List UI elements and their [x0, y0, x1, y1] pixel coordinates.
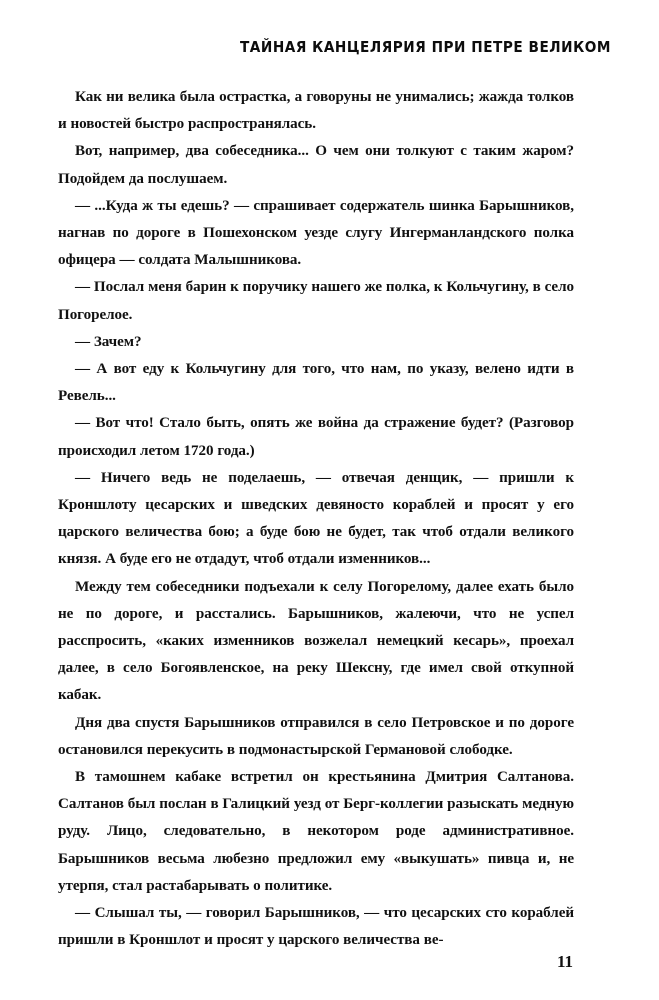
paragraph: Как ни велика была острастка, а говоруны не унимались; жажда толков и новостей быстро распространялась.: [58, 89, 574, 133]
paragraph: Дня два спустя Барышников отправился в село Петровское и по дороге остановился перекусить в подмонастырской Германовой слободке.: [58, 714, 574, 758]
paragraph: Между тем собеседники подъехали к селу Погорелому, далее ехать было не по дороге, и расстались. Барышников, жалеючи, что не успел расспросить, «каких изменников возжелал немецкий кесарь», проехал далее, в село Богоявленское, на реку Шексну, где имел свой откупной кабак.: [58, 578, 574, 704]
paragraph: — ...Куда ж ты едешь? — спрашивает содержатель шинка Барышников, нагнав по дороге в Пошехонском уезде слугу Ингерманландского полка офицера — солдата Малышникова.: [58, 197, 574, 269]
page-number: 11: [556, 952, 573, 971]
paragraph: — Послал меня барин к поручику нашего же полка, к Кольчугину, в село Погорелое.: [58, 279, 574, 323]
paragraph: — Ничего ведь не поделаешь, — отвечая денщик, — пришли к Кроншлоту цесарских и шведских девяносто кораблей и просят у его царского величества бою; а буде бою не будет, так чтоб отдали великого князя. А буде его не отдадут, чтоб отдали изменников...: [58, 469, 574, 568]
paragraph: — Слышал ты, — говорил Барышников, — что цесарских сто кораблей пришли в Кроншлот и просят у царского величества ве-: [58, 905, 574, 949]
paragraph: — А вот еду к Кольчугину для того, что нам, по указу, велено идти в Ревель...: [58, 361, 574, 405]
body-text-block: [58, 84, 574, 955]
paragraph: — Зачем?: [75, 333, 142, 350]
paragraph: — Вот что! Стало быть, опять же война да стражение будет? (Разговор происходил летом 1720 года.): [58, 415, 574, 459]
paragraph: Вот, например, два собеседника... О чем они толкуют с таким жаром? Подойдем да послушаем.: [58, 143, 574, 187]
running-header: ТАЙНАЯ КАНЦЕЛЯРИЯ ПРИ ПЕТРЕ ВЕЛИКОМ: [239, 38, 611, 56]
paragraph: В тамошнем кабаке встретил он крестьянина Дмитрия Салтанова. Салтанов был послан в Галицкий уезд от Берг-коллегии разыскать медную руду. Лицо, следовательно, в некотором роде административное. Барышников весьма любезно предложил ему «выкушать» пивца и, не утерпя, стал растабарывать о политике.: [58, 769, 574, 894]
